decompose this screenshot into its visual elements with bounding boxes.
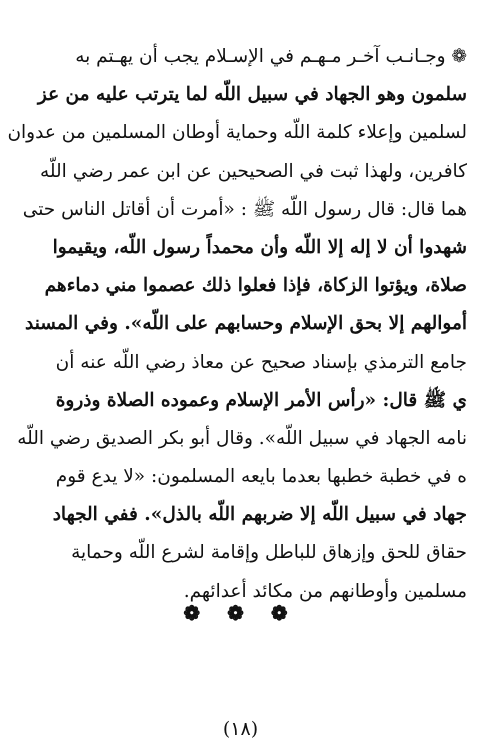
text-line: صلاة، ويؤتوا الزكاة، فإذا فعلوا ذلك عصموا مني دماءهم	[44, 275, 467, 297]
text-line: كافرين، ولهذا ثبت في الصحيحين عن ابن عمر رضي اللّه	[40, 160, 467, 182]
text-line: جامع الترمذي بإسناد صحيح عن معاذ رضي اللّه عنه أن	[55, 351, 467, 373]
text-line: نامه الجهاد في سبيل اللّه». وقال أبو بكر الصديق رضي اللّه	[17, 427, 467, 449]
page-number: (١٨)	[222, 718, 259, 740]
section-separator: ❁ ❁ ❁	[183, 601, 298, 625]
text-line: شهدوا أن لا إله إلا اللّه وأن محمداً رسول اللّه، ويقيموا	[52, 236, 467, 258]
text-line: لسلمين وإعلاء كلمة اللّه وحماية أوطان المسلمين من عدوان	[7, 122, 467, 144]
text-line: ❁ وجـانـب آخـر مـهـم في الإسـلام يجب أن يهـتم به	[75, 46, 467, 67]
body-text	[0, 38, 467, 611]
text-line: ه في خطبة خطبها بعدما بايعه المسلمون: «لا يدع قوم	[55, 466, 467, 488]
text-line: سلمون وهو الجهاد في سبيل اللّه لما يترتب عليه من عز	[37, 84, 467, 106]
text-line: أموالهم إلا بحق الإسلام وحسابهم على اللّه». وفي المسند	[24, 313, 467, 335]
text-line: هما قال: قال رسول اللّه ﷺ : «أمرت أن أقاتل الناس حتى	[22, 198, 467, 220]
text-line: مسلمين وأوطانهم من مكائد أعدائهم.	[183, 580, 467, 602]
text-line: جهاد في سبيل اللّه إلا ضربهم اللّه بالذل». ففي الجهاد	[52, 504, 467, 526]
text-line: حقاق للحق وإزهاق للباطل وإقامة لشرع اللّه وحماية	[71, 542, 467, 564]
text-line: ي ﷺ قال: «رأس الأمر الإسلام وعموده الصلاة وذروة	[55, 389, 467, 411]
